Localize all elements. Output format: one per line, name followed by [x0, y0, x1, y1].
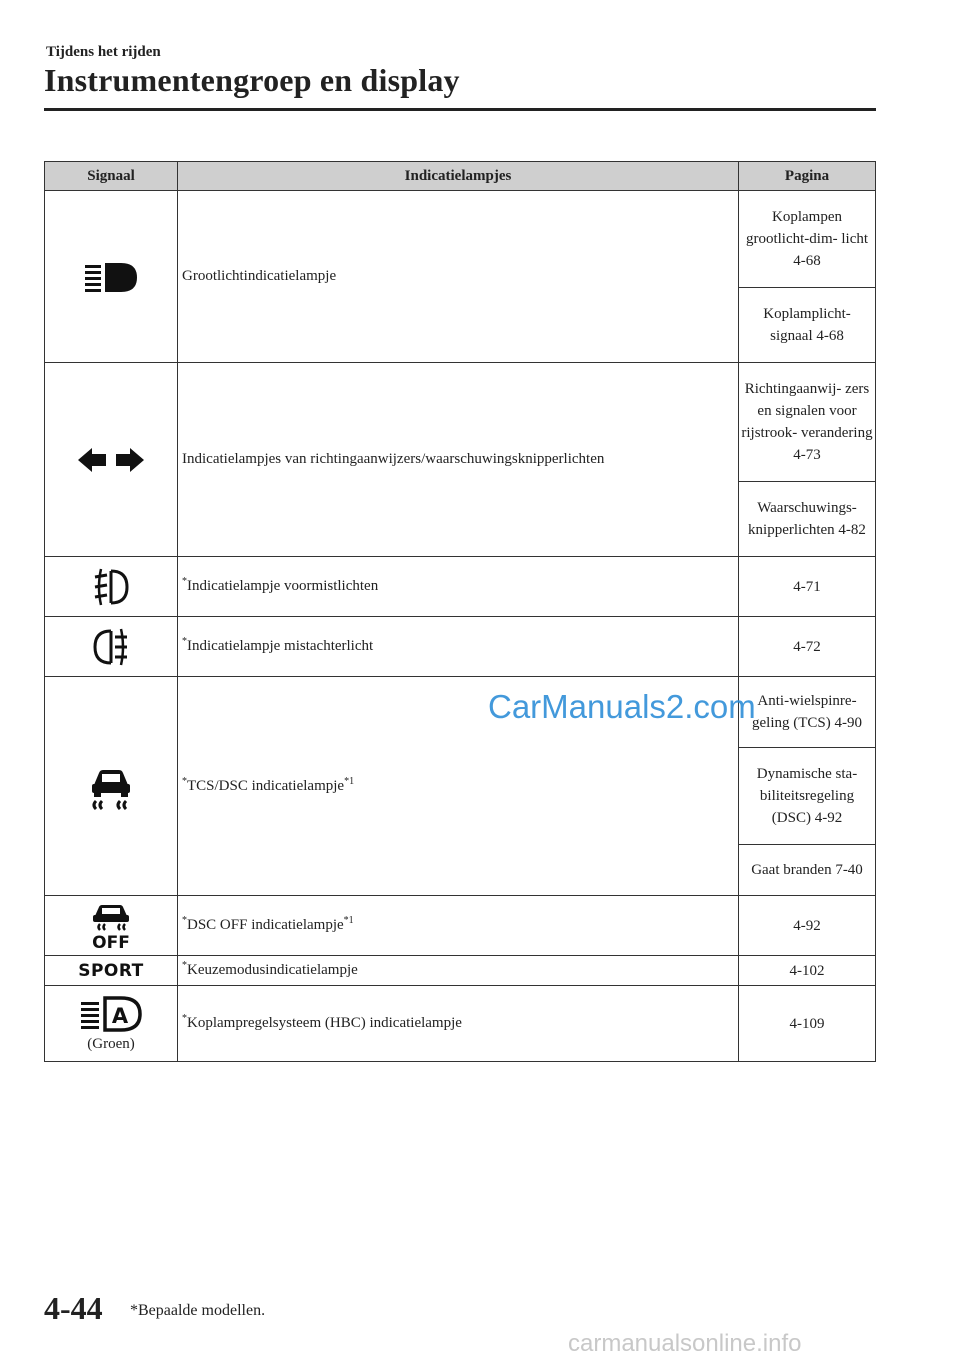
- footnote-marker: [344, 915, 354, 926]
- tcs-dsc-icon: [86, 761, 136, 811]
- signal-cell: [45, 617, 178, 677]
- indicator-label: [178, 557, 739, 617]
- table-row: [45, 191, 876, 288]
- page-ref: 4-109: [739, 986, 876, 1062]
- footnote-marker: [344, 776, 354, 787]
- sport-icon: SPORT: [78, 960, 144, 981]
- footnote: *Bepaalde modellen.: [130, 1302, 266, 1319]
- dsc-off-text: OFF: [92, 932, 130, 951]
- title-rule: [44, 108, 876, 111]
- indicator-label: Grootlichtindicatielampje: [178, 191, 739, 363]
- table-row: [45, 986, 876, 1062]
- hbc-letter: A: [111, 1004, 129, 1028]
- asterisk-mark: *: [343, 915, 349, 926]
- table-row: [45, 617, 876, 677]
- site-watermark: carmanualsonline.info: [568, 1330, 802, 1357]
- table-row: [45, 896, 876, 956]
- indicator-label: [178, 956, 739, 986]
- front-fog-icon: [91, 565, 131, 609]
- column-header-indicatielampjes: Indicatielampjes: [178, 162, 739, 191]
- page-ref: 4-102: [739, 956, 876, 986]
- section-subtitle: Tijdens het rijden: [46, 44, 161, 60]
- indicator-label: [178, 617, 739, 677]
- signal-table: [44, 161, 876, 1062]
- page-title: Instrumentengroep en display: [44, 62, 460, 98]
- indicator-label: [178, 896, 739, 956]
- indicator-text: Keuzemodusindicatielampje: [187, 962, 358, 978]
- indicator-label: [178, 986, 739, 1062]
- signal-cell: [45, 557, 178, 617]
- page-number: 4-44: [44, 1290, 103, 1326]
- signal-cell: [45, 677, 178, 896]
- page-ref: Anti-wielspinre- geling (TCS) 4-90: [739, 677, 876, 748]
- signal-cell: [45, 363, 178, 557]
- page-ref: Koplampen grootlicht-dim- licht 4-68: [739, 191, 876, 288]
- table-row: [45, 956, 876, 986]
- note-number: 1: [348, 915, 354, 926]
- column-header-signaal: Signaal: [45, 162, 178, 191]
- page-ref: Waarschuwings- knipperlichten 4-82: [739, 482, 876, 557]
- icon-color-caption: (Groen): [87, 1036, 135, 1052]
- hbc-icon: [79, 994, 143, 1034]
- page-ref: 4-92: [739, 896, 876, 956]
- indicator-text: DSC OFF indicatielampje: [187, 917, 344, 933]
- asterisk-mark: *: [182, 915, 187, 926]
- asterisk-mark: *: [182, 636, 187, 647]
- asterisk-mark: *: [182, 576, 187, 587]
- watermark: CarManuals2.com: [488, 688, 756, 725]
- indicator-label: Indicatielampjes van richtingaanwijzers/waarschuwingsknipperlichten: [178, 363, 739, 557]
- page-ref: Gaat branden 7-40: [739, 845, 876, 896]
- signal-cell: [45, 191, 178, 363]
- indicator-text: TCS/DSC indicatielampje: [187, 777, 345, 794]
- asterisk-mark: *: [344, 775, 350, 787]
- asterisk-mark: *: [182, 1013, 187, 1024]
- note-number: 1: [349, 775, 355, 787]
- high-beam-icon: [83, 259, 139, 295]
- signal-cell: [45, 956, 178, 986]
- page-ref: Koplamplicht- signaal 4-68: [739, 288, 876, 363]
- asterisk-mark: *: [182, 960, 187, 971]
- page-ref: Richtingaanwij- zers en signalen voor rijstrook- verandering 4-73: [739, 363, 876, 482]
- page-ref: Dynamische sta- biliteitsregeling (DSC) 4-92: [739, 748, 876, 845]
- table-row: [45, 557, 876, 617]
- rear-fog-icon: [91, 625, 131, 669]
- table-header-row: [45, 162, 876, 191]
- indicator-text: Koplampregelsysteem (HBC) indicatielampje: [187, 1015, 462, 1031]
- asterisk-mark: *: [182, 775, 187, 787]
- signal-cell: [45, 986, 178, 1062]
- page-ref: 4-71: [739, 557, 876, 617]
- turn-signal-icon: [76, 445, 146, 475]
- signal-cell: [45, 896, 178, 956]
- indicator-text: Indicatielampje mistachterlicht: [187, 638, 374, 654]
- indicator-text: Indicatielampje voormistlichten: [187, 578, 379, 594]
- table-row: [45, 363, 876, 482]
- page-ref: 4-72: [739, 617, 876, 677]
- dsc-off-icon: [83, 901, 139, 951]
- column-header-pagina: Pagina: [739, 162, 876, 191]
